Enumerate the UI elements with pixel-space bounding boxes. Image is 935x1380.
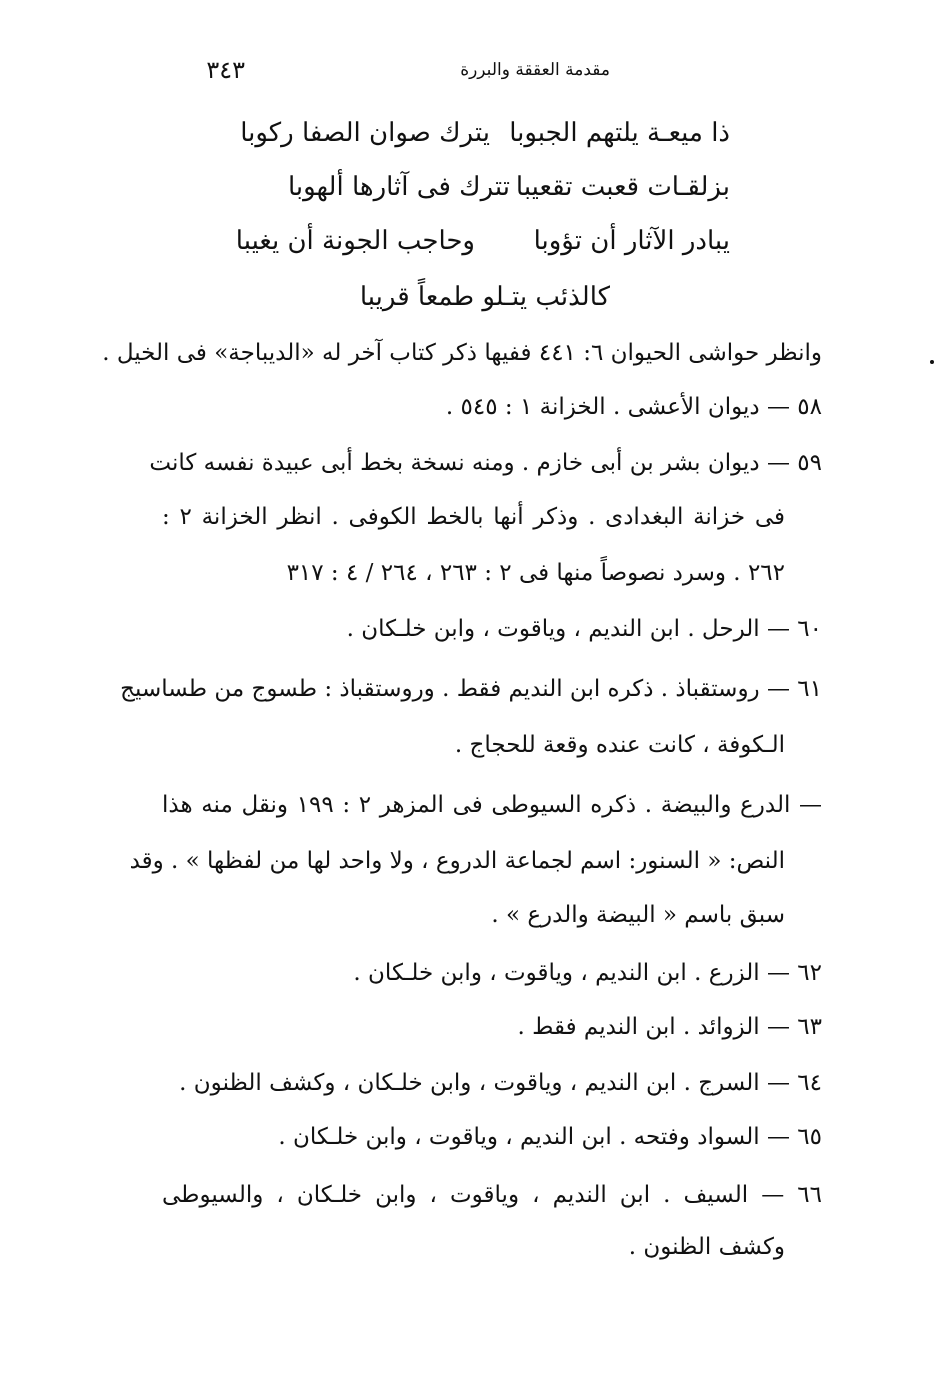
verse-hemistich-first: ذا ميعـة يلتهم الجبوبا	[509, 118, 730, 148]
entry-58: ٥٨ — ديوان الأعشى . الخزانة ١ : ٥٤٥ .	[445, 394, 822, 420]
entry-66: ٦٦ — السيف . ابن النديم ، وياقوت ، وابن خلـكان ، والسيوطى	[162, 1182, 822, 1208]
entry-62: ٦٢ — الزرع . ابن النديم ، وياقوت ، وابن خلـكان .	[353, 960, 822, 986]
entry-dir-cont-2: سبق باسم « البيضة والدرع » .	[491, 902, 785, 928]
entry-59: ٥٩ — ديوان بشر بن أبى خازم . ومنه نسخة بخط أبى عبيدة نفسه كانت	[149, 450, 822, 476]
verse-hemistich-second: وحاجب الجونة أن يغيبا	[235, 226, 475, 256]
entry-64: ٦٤ — السرج . ابن النديم ، وياقوت ، وابن خلـكان ، وكشف الظنون .	[179, 1070, 822, 1096]
entry-61-cont: الـكوفة ، كانت عنده وقعة للحجاج .	[454, 732, 785, 758]
verse-hemistich-second: تترك فى آثارها ألهوبا	[287, 172, 510, 202]
entry-63: ٦٣ — الزوائد . ابن النديم فقط .	[517, 1014, 822, 1040]
verse-hemistich-first: يبادر الآثار أن تؤوبا	[533, 226, 730, 256]
page-header	[180, 52, 815, 88]
entry-65: ٦٥ — السواد وفتحه . ابن النديم ، وياقوت ، وابن خلـكان .	[278, 1124, 822, 1150]
verse-hemistich-second: يترك صوان الصفا ركوبا	[240, 118, 490, 148]
entry-dir-cont-1: النص: « السنور: اسم لجماعة الدروع ، ولا واحد لها من لفظها » . وقد	[129, 848, 785, 874]
note-line: وانظر حواشى الحيوان ٦: ٤٤١ ففيها ذكر كتاب آخر له «الديباجة» فى الخيل .	[102, 340, 822, 366]
entry-60: ٦٠ — الرحل . ابن النديم ، وياقوت ، وابن خلـكان .	[346, 616, 822, 642]
page-number: ٣٤٣	[206, 56, 245, 84]
margin-mark	[930, 360, 934, 364]
running-title: مقدمة العققة والبررة	[460, 60, 610, 80]
entry-dir-wal-bayda: — الدرع والبيضة . ذكره السيوطى فى المزهر ٢ : ١٩٩ ونقل منه هذا	[162, 792, 822, 818]
verse-hemistich-first: كالذئب يتـلو طمعاً قريبا	[359, 282, 610, 312]
entry-66-cont: وكشف الظنون .	[628, 1234, 785, 1260]
entry-59-cont-2: ٢٦٢ . وسرد نصوصاً منها فى ٢ : ٢٦٣ ، ٢٦٤ / ٤ : ٣١٧	[286, 560, 785, 586]
entry-59-cont-1: فى خزانة البغدادى . وذكر أنها بالخط الكوفى . انظر الخزانة ٢ :	[162, 504, 786, 530]
entry-61: ٦١ — روستقباذ . ذكره ابن النديم فقط . وروستقباذ : طسوج من طساسيج	[120, 676, 822, 702]
verse-line-4	[360, 282, 610, 312]
verse-hemistich-first: بزلقـات قعبت تقعيبا	[515, 172, 730, 202]
